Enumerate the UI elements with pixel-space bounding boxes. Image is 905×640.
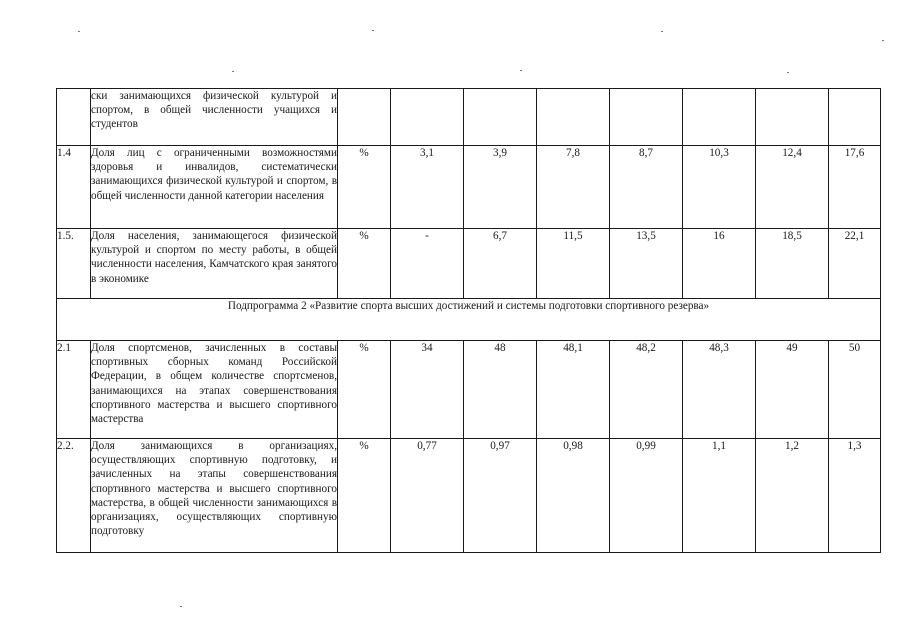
value-cell: 48 [464, 341, 537, 439]
unit-cell: % [338, 439, 391, 553]
value-cell [756, 89, 829, 146]
value-cell: 12,4 [756, 146, 829, 229]
value-cell: 13,5 [610, 229, 683, 299]
unit-cell: % [338, 229, 391, 299]
scan-speck [232, 71, 234, 72]
row-number [57, 89, 91, 146]
scan-speck [882, 40, 884, 41]
value-cell: 6,7 [464, 229, 537, 299]
row-number: 2.2. [57, 439, 91, 553]
value-cell: 11,5 [537, 229, 610, 299]
value-cell [464, 89, 537, 146]
value-cell: 17,6 [829, 146, 881, 229]
value-cell: 3,9 [464, 146, 537, 229]
indicator-text: Доля населения, занимающегося физической культурой и спортом по месту работы, в общей численности населения, Камчатского края занятого в экономике [91, 229, 338, 299]
value-cell [537, 89, 610, 146]
scan-speck [372, 30, 374, 31]
value-cell: 50 [829, 341, 881, 439]
value-cell: 48,3 [683, 341, 756, 439]
indicators-table [56, 88, 881, 553]
indicator-text: Доля спортсменов, зачисленных в составы спортивных сборных команд Российской Федерации, в общем количестве спортсменов, занимающихся на этапах совершенствования спортивного мастерства и высшего спортивного мастерства [91, 341, 338, 439]
unit-cell [338, 89, 391, 146]
value-cell: 0,99 [610, 439, 683, 553]
value-cell: 49 [756, 341, 829, 439]
unit-cell: % [338, 146, 391, 229]
scan-speck [520, 70, 522, 71]
scan-speck [661, 31, 663, 32]
value-cell: 0,98 [537, 439, 610, 553]
table-row [57, 89, 881, 146]
scan-speck [78, 31, 80, 32]
value-cell: 1,2 [756, 439, 829, 553]
value-cell: 18,5 [756, 229, 829, 299]
indicator-text: Доля занимающихся в организациях, осуществляющих спортивную подготовку, и зачисленных на этапы совершенствования спортивного мастерства и высшего спортивного мастерства, в общей численности занимающихся в организациях, осуществляющих спортивную подготовку [91, 439, 338, 553]
value-cell: 7,8 [537, 146, 610, 229]
value-cell: 1,3 [829, 439, 881, 553]
value-cell: - [391, 229, 464, 299]
value-cell: 0,77 [391, 439, 464, 553]
value-cell [829, 89, 881, 146]
value-cell: 48,1 [537, 341, 610, 439]
indicator-text: Доля лиц с ограниченными возможностями здоровья и инвалидов, систематически занимающихся физической культурой и спортом, в общей численности данной категории населения [91, 146, 338, 229]
value-cell: 10,3 [683, 146, 756, 229]
value-cell: 16 [683, 229, 756, 299]
table-row [57, 341, 881, 439]
value-cell: 8,7 [610, 146, 683, 229]
subprogram-title: Подпрограмма 2 «Развитие спорта высших достижений и системы подготовки спортивного резерва» [57, 299, 881, 341]
row-number: 2.1 [57, 341, 91, 439]
indicator-text: ски занимающихся физической культурой и спортом, в общей численности учащихся и студентов [91, 89, 338, 146]
value-cell [391, 89, 464, 146]
row-number: 1.4 [57, 146, 91, 229]
subprogram-header-row [57, 299, 881, 341]
value-cell [683, 89, 756, 146]
scan-speck [787, 72, 789, 73]
value-cell: 0,97 [464, 439, 537, 553]
value-cell: 34 [391, 341, 464, 439]
table-row [57, 146, 881, 229]
value-cell: 3,1 [391, 146, 464, 229]
scan-speck [180, 606, 182, 607]
unit-cell: % [338, 341, 391, 439]
value-cell: 22,1 [829, 229, 881, 299]
row-number: 1.5. [57, 229, 91, 299]
table-row [57, 439, 881, 553]
value-cell: 48,2 [610, 341, 683, 439]
value-cell: 1,1 [683, 439, 756, 553]
value-cell [610, 89, 683, 146]
table-row [57, 229, 881, 299]
